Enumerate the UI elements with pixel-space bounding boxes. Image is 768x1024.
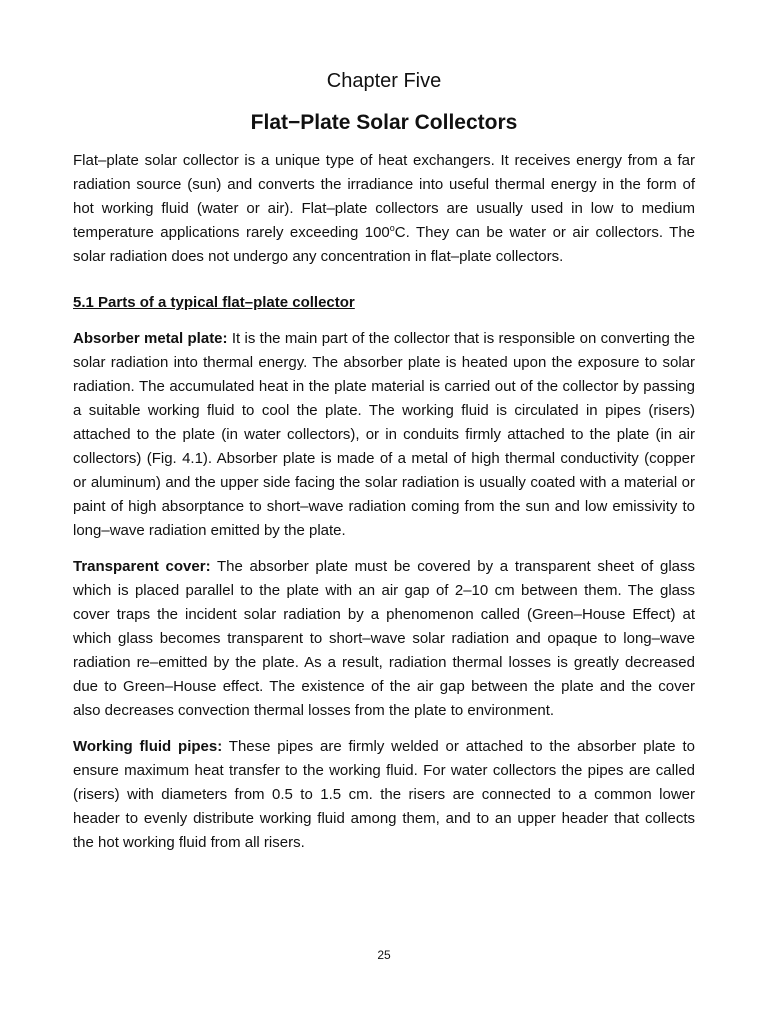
part-paragraph-pipes <box>73 735 695 855</box>
chapter-label: Chapter Five <box>326 70 442 92</box>
intro-text: Flat–plate solar collector is a unique type of heat exchangers. It receives energy from a far radiation source (sun) and converts the irradiance into useful thermal energy in the form of hot working fluid (water or air). Flat–plate collectors are usually used in low to medium temperature applications rarely exceeding 100 <box>73 152 695 241</box>
intro-paragraph <box>73 149 695 269</box>
part-term: Absorber metal plate: <box>73 330 228 347</box>
page-number: 25 <box>377 948 391 962</box>
part-text: It is the main part of the collector that is responsible on converting the solar radiation into thermal energy. The absorber plate is heated upon the exposure to solar radiation. The accumulated heat in the plate material is carried out of the collector by passing a suitable working fluid to cool the plate. The working fluid is circulated in pipes (risers) attached to the plate (in water collectors), or in conduits firmly attached to the plate (in air collectors) (Fig. 4.1). Absorber plate is made of a metal of high thermal conductivity (copper or aluminum) and the upper side facing the solar radiation is usually coated with a material or paint of high absorptance to short–wave radiation coming from the sun and low emissivity to long–wave radiation emitted by the plate. <box>73 330 695 539</box>
section-heading: 5.1 Parts of a typical flat–plate collector <box>73 294 355 311</box>
part-term: Transparent cover: <box>73 558 211 575</box>
chapter-title: Flat−Plate Solar Collectors <box>250 111 518 134</box>
part-paragraph-absorber <box>73 327 695 543</box>
part-text: The absorber plate must be covered by a transparent sheet of glass which is placed parallel to the plate with an air gap of 2–10 cm between them. The glass cover traps the incident solar radiation by a phenomenon called (Green–House Effect) at which glass becomes transparent to short–wave solar radiation and opaque to long–wave radiation re–emitted by the plate. As a result, radiation thermal losses is greatly decreased due to Green–House effect. The existence of the air gap between the plate and the cover also decreases convection thermal losses from the plate to environment. <box>73 558 695 719</box>
part-term: Working fluid pipes: <box>73 738 223 755</box>
part-paragraph-cover <box>73 555 695 723</box>
document-page <box>73 66 695 855</box>
intro-text-end: C. They can be water or air collectors. The solar radiation does not undergo any concentration in flat–plate collectors. <box>73 224 695 265</box>
part-text: These pipes are firmly welded or attached to the absorber plate to ensure maximum heat transfer to the working fluid. For water collectors the pipes are called (risers) with diameters from 0.5 to 1.5 cm. the risers are connected to a common lower header to evenly distribute working fluid among them, and to an upper header that collects the hot working fluid from all risers. <box>73 738 695 851</box>
degree-superscript: o <box>389 223 395 233</box>
